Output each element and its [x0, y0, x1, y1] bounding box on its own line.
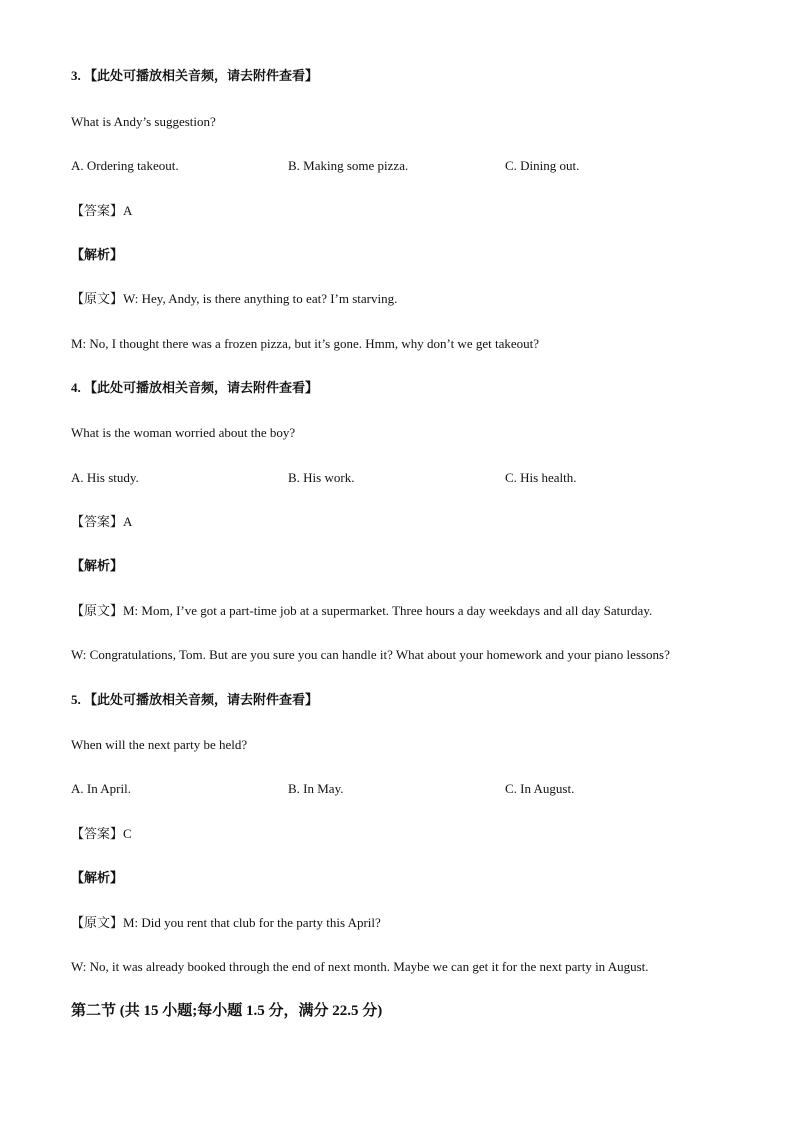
q4-option-a: A. His study. — [71, 470, 139, 485]
q3-analysis: 【解析】 — [71, 247, 124, 262]
q4-option-b: B. His work. — [288, 470, 355, 485]
q5-question: When will the next party be held? — [71, 737, 248, 752]
q4-question: What is the woman worried about the boy? — [71, 425, 296, 440]
q3-option-b: B. Making some pizza. — [288, 158, 409, 173]
q5-analysis: 【解析】 — [71, 870, 124, 885]
q4-answer: 【答案】A — [71, 514, 133, 529]
q3-transcript-1: 【原文】W: Hey, Andy, is there anything to eat? I’m starving. — [71, 291, 398, 306]
q5-option-c: C. In August. — [505, 781, 575, 796]
q5-transcript-1: 【原文】M: Did you rent that club for the party this April? — [71, 915, 381, 930]
q5-answer: 【答案】C — [71, 826, 132, 841]
q4-transcript-2: W: Congratulations, Tom. But are you sure you can handle it? What about your homework and your piano lessons? — [71, 647, 670, 662]
q3-audio-prompt: 3. 【此处可播放相关音频，请去附件查看】 — [71, 68, 319, 83]
q5-option-a: A. In April. — [71, 781, 131, 796]
q3-answer: 【答案】A — [71, 203, 133, 218]
q3-transcript-2: M: No, I thought there was a frozen pizza, but it’s gone. Hmm, why don’t we get takeout? — [71, 336, 540, 351]
q3-option-c: C. Dining out. — [505, 158, 580, 173]
q3-question: What is Andy’s suggestion? — [71, 114, 216, 129]
q4-transcript-1: 【原文】M: Mom, I’ve got a part-time job at a supermarket. Three hours a day weekdays and all day Saturday. — [71, 603, 653, 618]
q4-analysis: 【解析】 — [71, 558, 124, 573]
q5-transcript-2: W: No, it was already booked through the end of next month. Maybe we can get it for the next party in August. — [71, 959, 649, 974]
q5-audio-prompt: 5. 【此处可播放相关音频，请去附件查看】 — [71, 692, 319, 707]
q5-option-b: B. In May. — [288, 781, 344, 796]
q4-audio-prompt: 4. 【此处可播放相关音频，请去附件查看】 — [71, 380, 319, 395]
q3-option-a: A. Ordering takeout. — [71, 158, 179, 173]
section-heading: 第二节 (共 15 小题;每小题 1.5 分，满分 22.5 分) — [71, 1003, 383, 1019]
q4-option-c: C. His health. — [505, 470, 577, 485]
